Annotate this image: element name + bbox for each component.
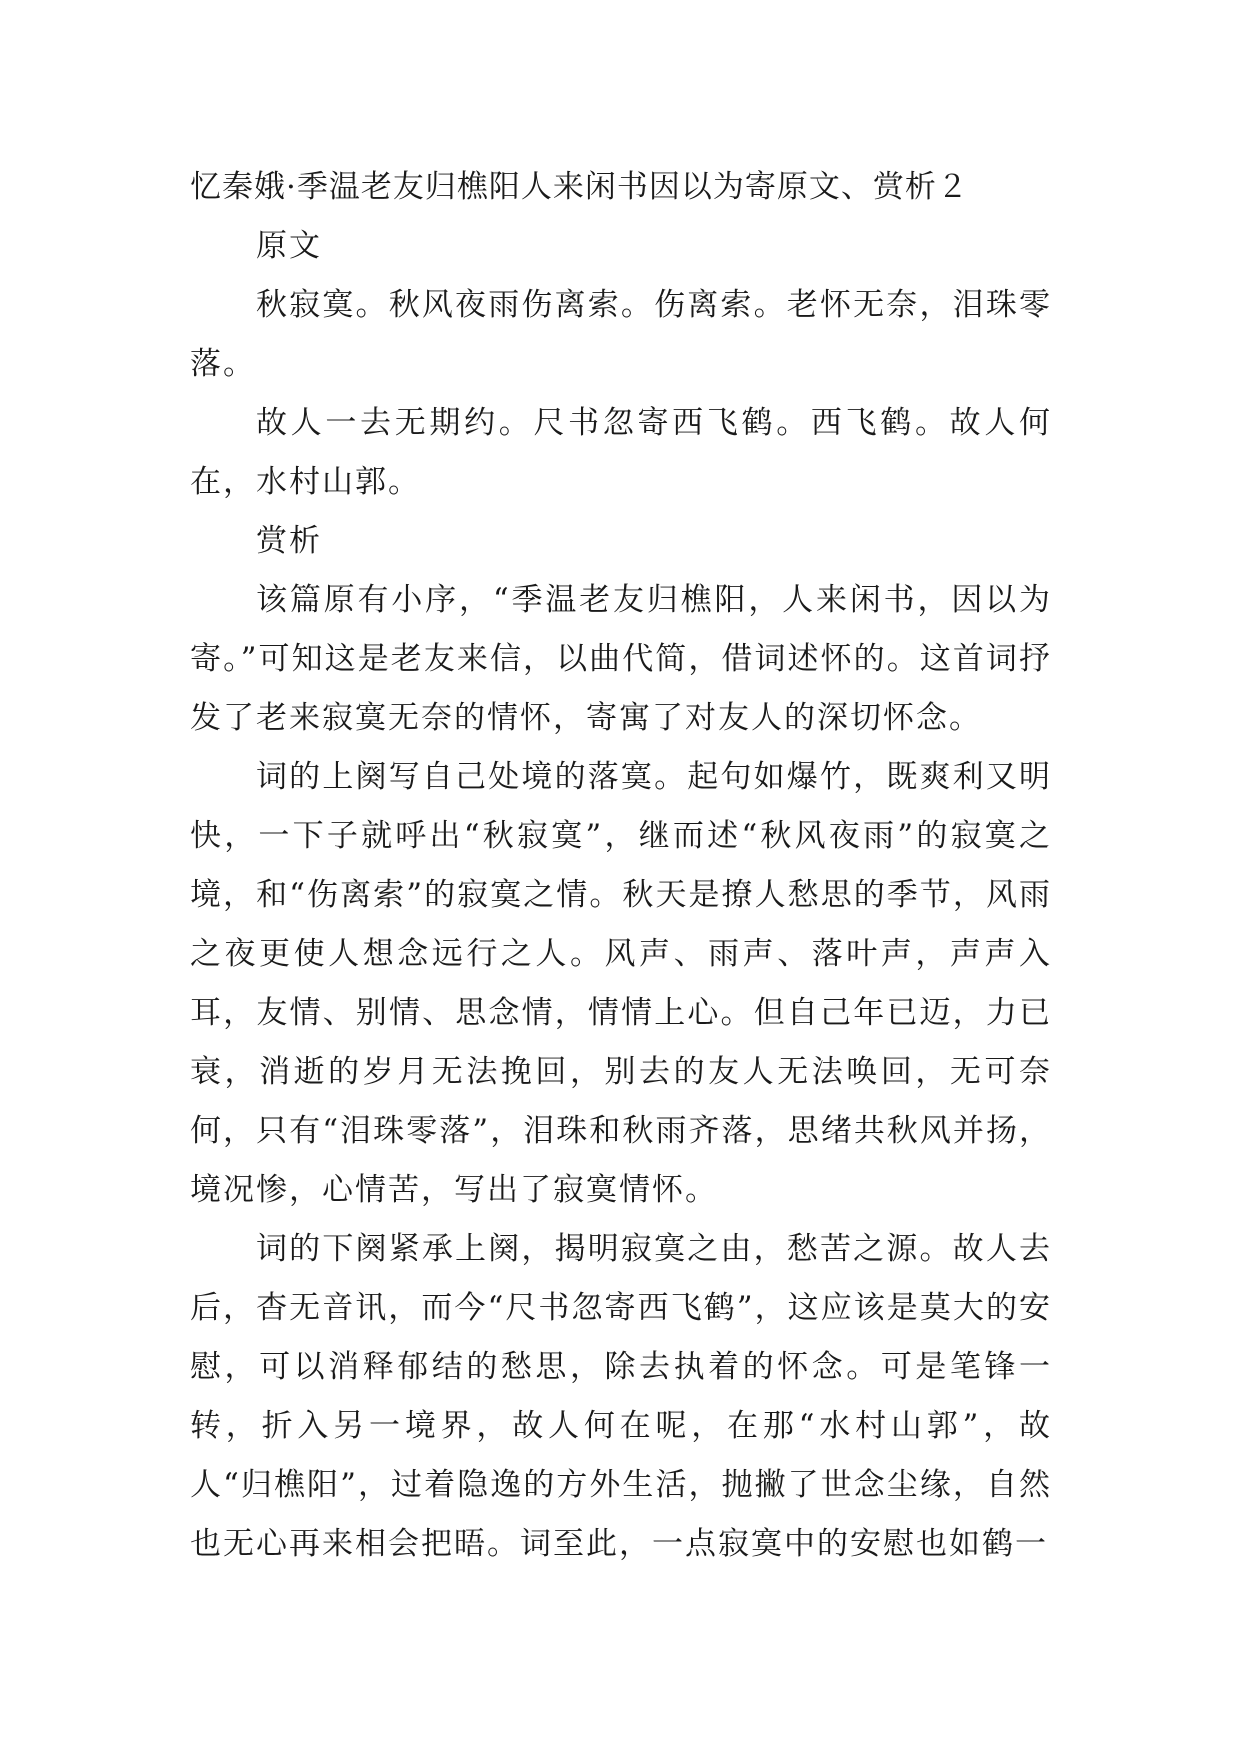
- analysis-paragraph-2: 词的上阕写自己处境的落寞。起句如爆竹，既爽利又明快，一下子就呼出“秋寂寞”，继而述“秋风夜雨”的寂寞之境，和“伤离索”的寂寞之情。秋天是撩人愁思的季节，风雨之夜更使人想念远行之人。风声、雨声、落叶声，声声入耳，友情、别情、思念情，情情上心。但自己年已迈，力已衰，消逝的岁月无法挽回，别去的友人无法唤回，无可奈何，只有“泪珠零落”，泪珠和秋雨齐落，思绪共秋风并扬，境况惨，心情苦，写出了寂寞情怀。: [190, 759, 1052, 1208]
- document-title: 忆秦娥·季温老友归樵阳人来闲书因以为寄原文、赏析２: [190, 169, 969, 205]
- analysis-paragraph-3: 词的下阕紧承上阕，揭明寂寞之由，愁苦之源。故人去后，杳无音讯，而今“尺书忽寄西飞鹤”，这应该是莫大的安慰，可以消释郁结的愁思，除去执着的怀念。可是笔锋一转，折入另一境界，故人何在呢，在那“水村山郭”，故人“归樵阳”，过着隐逸的方外生活，抛撇了世念尘缘，自然也无心再来相会把晤。词至此，一点寂寞中的安慰也如鹤一: [190, 1231, 1052, 1562]
- analysis-paragraph-1: 该篇原有小序，“季温老友归樵阳，人来闲书，因以为寄。”可知这是老友来信，以曲代简，借词述怀的。这首词抒发了老来寂寞无奈的情怀，寄寓了对友人的深切怀念。: [190, 582, 1052, 736]
- document-body: [190, 158, 1052, 1574]
- original-heading: 原文: [256, 228, 322, 264]
- original-paragraph-2: 故人一去无期约。尺书忽寄西飞鹤。西飞鹤。故人何在，水村山郭。: [190, 405, 1052, 500]
- original-paragraph-1: 秋寂寞。秋风夜雨伤离索。伤离索。老怀无奈，泪珠零落。: [190, 287, 1052, 382]
- analysis-heading: 赏析: [256, 523, 322, 559]
